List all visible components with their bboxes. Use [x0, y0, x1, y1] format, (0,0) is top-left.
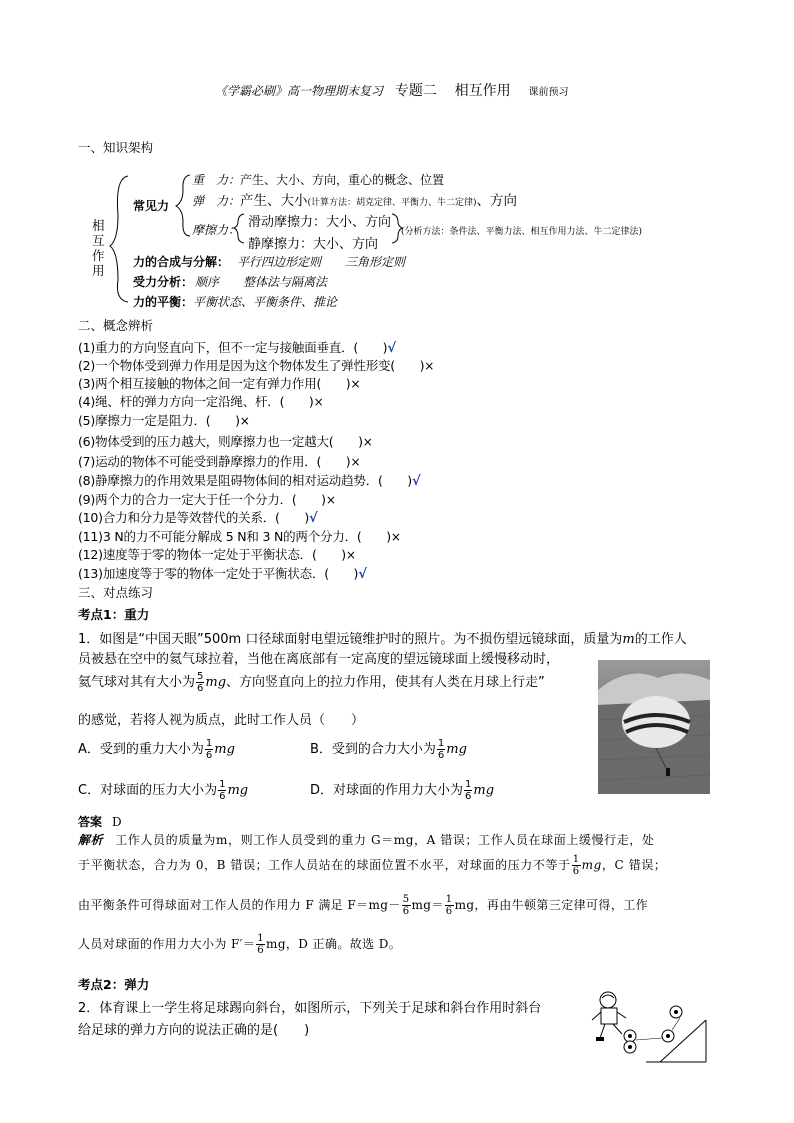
concept-item-text: (4)绳、杆的弹力方向一定沿绳、杆．( )	[78, 394, 314, 409]
option-a: A．受到的重力大小为 $\frac{1}{6}$ mg	[78, 738, 235, 761]
q1-line3: 氦气球对其有大小为 $\frac{5}{6}$ mg、方向竖直向上的拉力作用，使其有人类在月球上行走”	[78, 671, 545, 694]
concept-item-mark: ×	[350, 377, 361, 391]
framework-compose: 力的合成与分解： 平行四边形定则 三角形定则	[133, 255, 406, 269]
framework-elastic: 弹 力：产生、大小(计算方法：胡克定律、平衡力、牛二定律)、方向	[192, 193, 518, 209]
option-d: D．对球面的作用力大小为 $\frac{1}{6}$ mg	[310, 779, 495, 802]
concept-item-text: (3)两个相互接触的物体之间一定有弹力作用( )	[78, 376, 351, 391]
concept-item-mark: ×	[325, 493, 336, 507]
topic-gravity: 考点1：重力	[78, 607, 150, 622]
q2-line2: 给足球的弹力方向的说法正确的是( )	[78, 1023, 310, 1038]
topic-elastic: 考点2：弹力	[78, 977, 150, 992]
concept-item-text: (7)运动的物体不可能受到静摩擦力的作用．( )	[78, 454, 351, 469]
q1-line2: 员被悬在空中的氦气球拉着，当他在离底部有一定高度的望远镜球面上缓慢移动时，	[78, 652, 560, 667]
concept-item-mark: ×	[362, 435, 373, 449]
framework-analysis: 受力分析： 顺序 整体法与隔离法	[133, 275, 328, 289]
concept-item-mark: √	[358, 567, 367, 582]
option-c: C．对球面的压力大小为 $\frac{1}{6}$ mg	[78, 779, 249, 802]
concept-item-mark: ×	[239, 414, 250, 428]
concept-item-text: (2)一个物体受到弹力作用是因为这个物体发生了弹性形变( )	[78, 358, 425, 373]
answer: 答案 D	[78, 815, 122, 829]
concept-item-mark: ×	[345, 548, 356, 562]
header-topic: 专题二	[394, 83, 437, 99]
q2-line1: 2．体育课上一学生将足球踢向斜台，如图所示，下列关于足球和斜台作用时斜台	[78, 1001, 542, 1016]
concept-item-text: (11)3 N的力不可能分解成 5 N和 3 N的两个分力．( )	[78, 529, 391, 544]
section-heading-1: 一、知识架构	[78, 140, 154, 155]
header-book: 《学霸必刷》高一物理期末复习	[215, 84, 384, 98]
concept-item-mark: √	[411, 474, 421, 489]
concept-item	[78, 527, 401, 545]
concept-item-text: (1)重力的方向竖直向下，但不一定与接触面垂直．( )	[78, 340, 388, 355]
concept-item	[78, 564, 367, 582]
concept-item	[78, 356, 434, 374]
concept-item	[78, 471, 420, 489]
explanation-line3: 由平衡条件可得球面对工作人员的作用力 F 满足 F＝mg－ $\frac{5}{6}$ mg＝ $\frac{1}{6}$ mg，再由牛顿第三定律可得，工作	[78, 894, 649, 917]
concept-item	[78, 392, 323, 410]
concept-item-text: (12)速度等于零的物体一定处于平衡状态．( )	[78, 547, 346, 562]
explanation-line4: 人员对球面的作用力大小为 F′＝ $\frac{1}{6}$ mg，D 正确。故选 D。	[78, 933, 402, 956]
concept-item	[78, 508, 318, 526]
explanation-line1: 解析 工作人员的质量为m，则工作人员受到的重力 G＝mg，A 错误；工作人员在球面上缓慢行走，处	[78, 833, 655, 847]
framework-friction: 摩擦力：	[192, 223, 241, 237]
concept-item	[78, 411, 250, 429]
concept-item-text: (6)物体受到的压力越大，则摩擦力也一定越大( )	[78, 434, 363, 449]
framework-static: 静摩擦力：大小、方向	[248, 237, 379, 252]
concept-item	[78, 338, 396, 356]
concept-item-text: (8)静摩擦力的作用效果是阻碍物体间的相对运动趋势．( )	[78, 473, 412, 488]
concept-item-text: (13)加速度等于零的物体一定处于平衡状态．( )	[78, 566, 359, 581]
concept-item-mark: ×	[424, 359, 435, 373]
framework-common: 常见力	[133, 199, 170, 213]
concept-item-mark: √	[387, 341, 396, 356]
concept-item-text: (10)合力和分力是等效替代的关系．( )	[78, 510, 310, 525]
section-heading-2: 二、概念辨析	[78, 318, 154, 333]
concept-item	[78, 490, 336, 508]
framework-braces	[0, 0, 794, 320]
concept-item-mark: ×	[350, 455, 361, 469]
concept-item	[78, 452, 360, 470]
framework-balance: 力的平衡：平衡状态、平衡条件、推论	[133, 295, 338, 309]
section-heading-3: 三、对点练习	[78, 585, 154, 600]
header-note: 课前预习	[528, 87, 569, 98]
concept-item-mark: ×	[313, 395, 324, 409]
concept-item	[78, 432, 373, 450]
concept-item-mark: √	[309, 511, 318, 526]
concept-item-text: (9)两个力的合力一定大于任一个分力．( )	[78, 492, 326, 507]
football-ramp-figure	[588, 990, 708, 1070]
framework-sliding: 滑动摩擦力：大小、方向	[248, 215, 392, 230]
framework-friction-method: (分析方法：条件法、平衡力法、相互作用力法、牛二定律法)	[401, 227, 643, 237]
concept-item-text: (5)摩擦力一定是阻力．( )	[78, 413, 240, 428]
concept-item	[78, 374, 360, 392]
concept-item	[78, 545, 356, 563]
q1-line4: 的感觉，若将人视为质点，此时工作人员（ ）	[78, 713, 365, 728]
header-title: 相互作用	[454, 83, 511, 99]
concept-item-mark: ×	[390, 530, 401, 544]
explanation-line2: 于平衡状态，合力为 0，B 错误；工作人员站在的球面位置不水平，对球面的压力不等于 $\frac{1}{6}$ mg，C 错误；	[78, 854, 667, 877]
framework-gravity: 重 力：产生、大小、方向，重心的概念、位置	[192, 173, 445, 187]
option-b: B．受到的合力大小为 $\frac{1}{6}$ mg	[310, 738, 467, 761]
fast-telescope-photo	[598, 660, 710, 794]
q1-line1: 1．如图是“中国天眼”500m 口径球面射电望远镜维护时的照片。为不损伤望远镜球面，质量为m的工作人	[78, 632, 687, 647]
framework-root: 相 互 作 用	[92, 218, 105, 278]
